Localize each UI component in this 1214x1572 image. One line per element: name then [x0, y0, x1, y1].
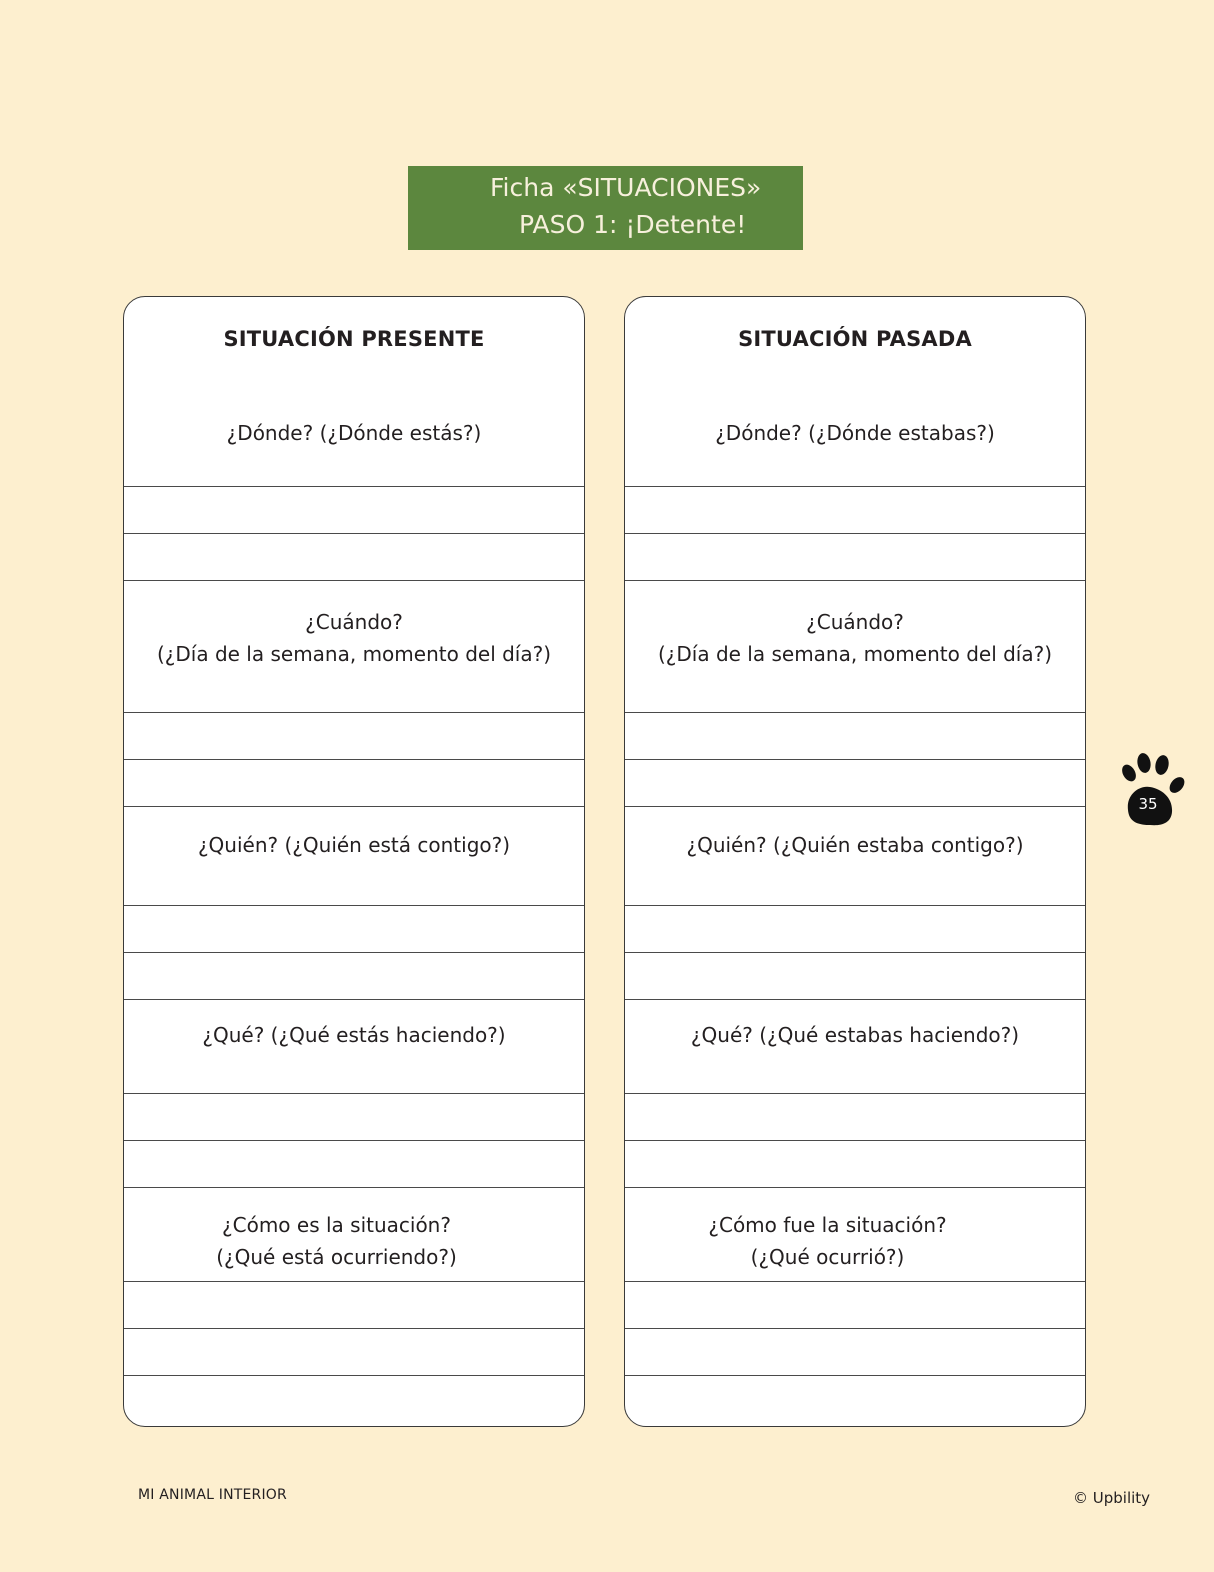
when-question-text: ¿Cuándo? [806, 610, 904, 634]
present-situation-heading: SITUACIÓN PRESENTE [223, 327, 485, 351]
answer-line [625, 999, 1085, 1000]
answer-line [625, 1328, 1085, 1329]
answer-line [124, 999, 584, 1000]
what-question [124, 1019, 584, 1051]
what-question-text: ¿Qué? (¿Qué estás haciendo?) [202, 1023, 506, 1047]
answer-line [625, 952, 1085, 953]
answer-line [625, 486, 1085, 487]
answer-line [124, 1375, 584, 1376]
present-situation-card [123, 296, 585, 1427]
answer-line [625, 759, 1085, 760]
answer-line [124, 1187, 584, 1188]
answer-line [625, 580, 1085, 581]
past-situation-heading: SITUACIÓN PASADA [738, 327, 972, 351]
who-question [625, 829, 1085, 861]
who-question-text: ¿Quién? (¿Quién está contigo?) [197, 833, 511, 857]
answer-line [124, 952, 584, 953]
worksheet-title: Ficha «SITUACIONES» [490, 173, 762, 202]
when-question [625, 606, 1085, 670]
answer-line [124, 905, 584, 906]
answer-line [124, 1281, 584, 1282]
answer-line [625, 905, 1085, 906]
answer-line [124, 1093, 584, 1094]
answer-line [124, 533, 584, 534]
page-number: 35 [1138, 795, 1158, 813]
how-question-subtext: (¿Qué ocurrió?) [750, 1245, 905, 1269]
answer-line [124, 580, 584, 581]
past-situation-card [624, 296, 1086, 1427]
where-question-text: ¿Dónde? (¿Dónde estabas?) [715, 421, 995, 445]
how-question-text: ¿Cómo fue la situación? [708, 1213, 947, 1237]
worksheet-subtitle: PASO 1: ¡Detente! [519, 210, 747, 239]
how-question [123, 1209, 584, 1273]
what-question-text: ¿Qué? (¿Qué estabas haciendo?) [690, 1023, 1020, 1047]
how-question-text: ¿Cómo es la situación? [222, 1213, 451, 1237]
answer-line [625, 1375, 1085, 1376]
answer-line [625, 533, 1085, 534]
paw-print-icon [1118, 752, 1188, 828]
what-question [625, 1019, 1085, 1051]
where-question [625, 417, 1085, 449]
answer-line [124, 1328, 584, 1329]
answer-line [625, 806, 1085, 807]
answer-line [625, 1093, 1085, 1094]
answer-line [124, 759, 584, 760]
how-question-subtext: (¿Qué está ocurriendo?) [216, 1245, 457, 1269]
where-question [124, 417, 584, 449]
when-question-subtext: (¿Día de la semana, momento del día?) [657, 642, 1053, 666]
answer-line [124, 486, 584, 487]
answer-line [124, 712, 584, 713]
where-question-text: ¿Dónde? (¿Dónde estás?) [226, 421, 482, 445]
answer-line [625, 1140, 1085, 1141]
when-question-subtext: (¿Día de la semana, momento del día?) [156, 642, 552, 666]
answer-line [124, 1140, 584, 1141]
when-question [124, 606, 584, 670]
answer-line [625, 1187, 1085, 1188]
copyright-footer: © Upbility [1073, 1489, 1151, 1507]
worksheet-title-banner [408, 166, 803, 250]
answer-line [625, 712, 1085, 713]
answer-line [124, 806, 584, 807]
when-question-text: ¿Cuándo? [305, 610, 403, 634]
answer-line [625, 1281, 1085, 1282]
who-question-text: ¿Quién? (¿Quién estaba contigo?) [686, 833, 1024, 857]
who-question [124, 829, 584, 861]
book-title-footer: MI ANIMAL INTERIOR [138, 1487, 287, 1503]
how-question [624, 1209, 1085, 1273]
